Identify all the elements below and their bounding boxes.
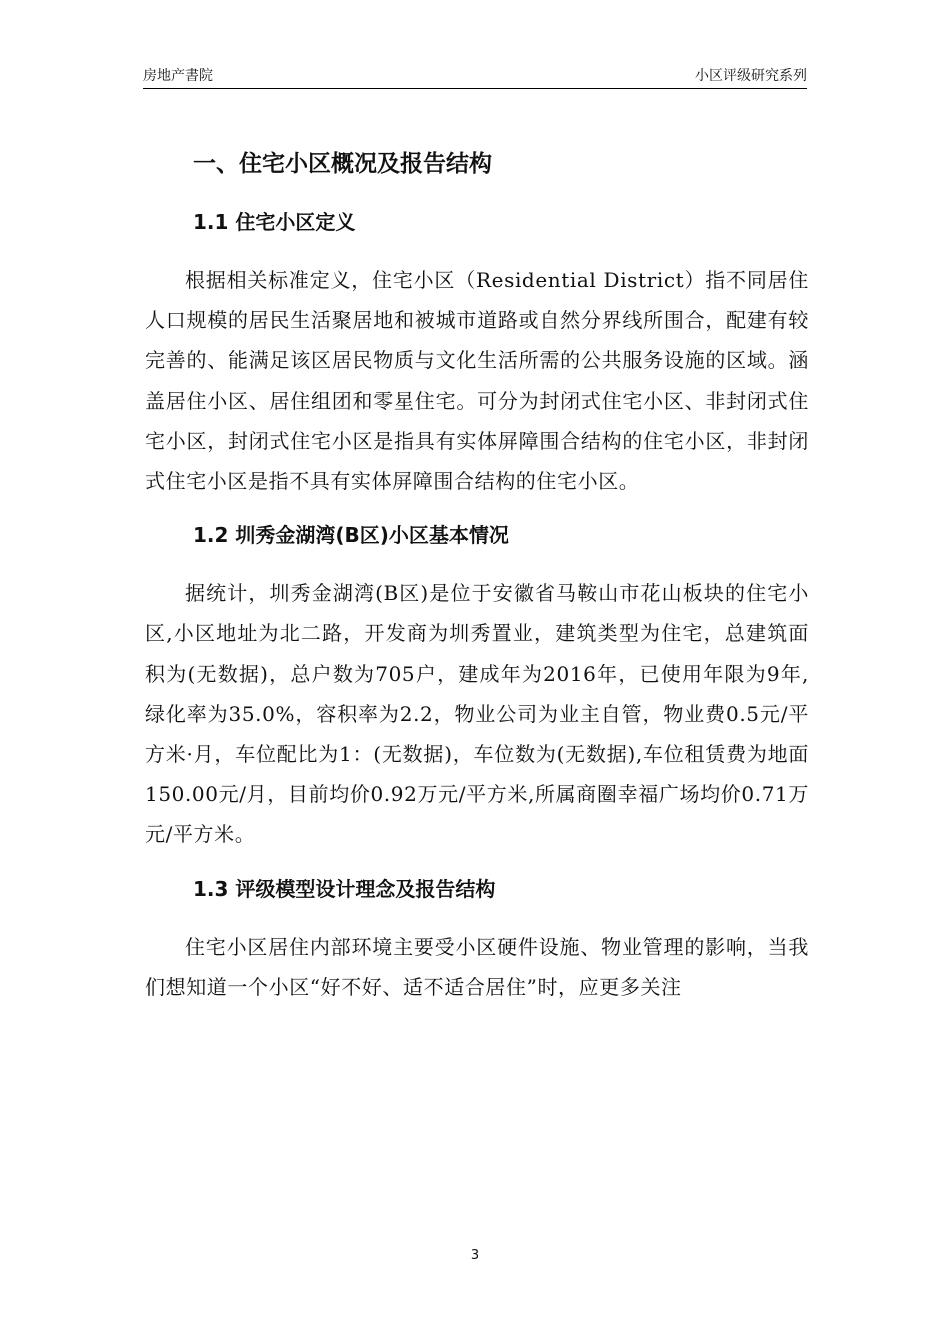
section-paragraph: 据统计，圳秀金湖湾(B区)是位于安徽省马鞍山市花山板块的住宅小区,小区地址为北二路，开发商为圳秀置业，建筑类型为住宅，总建筑面积为(无数据)，总户数为705户，建成年为2016年，已使用年限为9年,绿化率为35.0%，容积率为2.2，物业公司为业主自管，物业费0.5元/平方米·月，车位配比为1：(无数据)，车位数为(无数据),车位租赁费为地面150.00元/月，目前均价0.92万元/平方米,所属商圈幸福广场均价0.71万元/平方米。	[145, 581, 809, 847]
section-1-1	[145, 198, 809, 501]
header-series-title: 小区评级研究系列	[695, 68, 807, 84]
section-paragraph: 根据相关标准定义，住宅小区（Residential District）指不同居住人口规模的居民生活聚居地和被城市道路或自然分界线所围合，配建有较完善的、能满足该区居民物质与文化生活所需的公共服务设施的区域。涵盖居住小区、居住组团和零星住宅。可分为封闭式住宅小区、非封闭式住宅小区，封闭式住宅小区是指具有实体屏障围合结构的住宅小区，非封闭式住宅小区是指不具有实体屏障围合结构的住宅小区。	[145, 268, 809, 494]
section-heading: 1.3 评级模型设计理念及报告结构	[193, 876, 496, 901]
page-header	[143, 66, 807, 89]
chapter-title: 一、住宅小区概况及报告结构	[193, 151, 492, 177]
section-1-3	[145, 865, 809, 1007]
section-1-2	[145, 511, 809, 854]
section-heading: 1.1 住宅小区定义	[193, 210, 356, 234]
section-paragraph: 住宅小区居住内部环境主要受小区硬件设施、物业管理的影响，当我们想知道一个小区“好不好、适不适合居住”时，应更多关注	[145, 934, 809, 999]
section-heading: 1.2 圳秀金湖湾(B区)小区基本情况	[193, 523, 509, 548]
page-number: 3	[470, 1248, 480, 1263]
document-body	[145, 140, 809, 1007]
header-publisher: 房地产書院	[143, 68, 213, 84]
